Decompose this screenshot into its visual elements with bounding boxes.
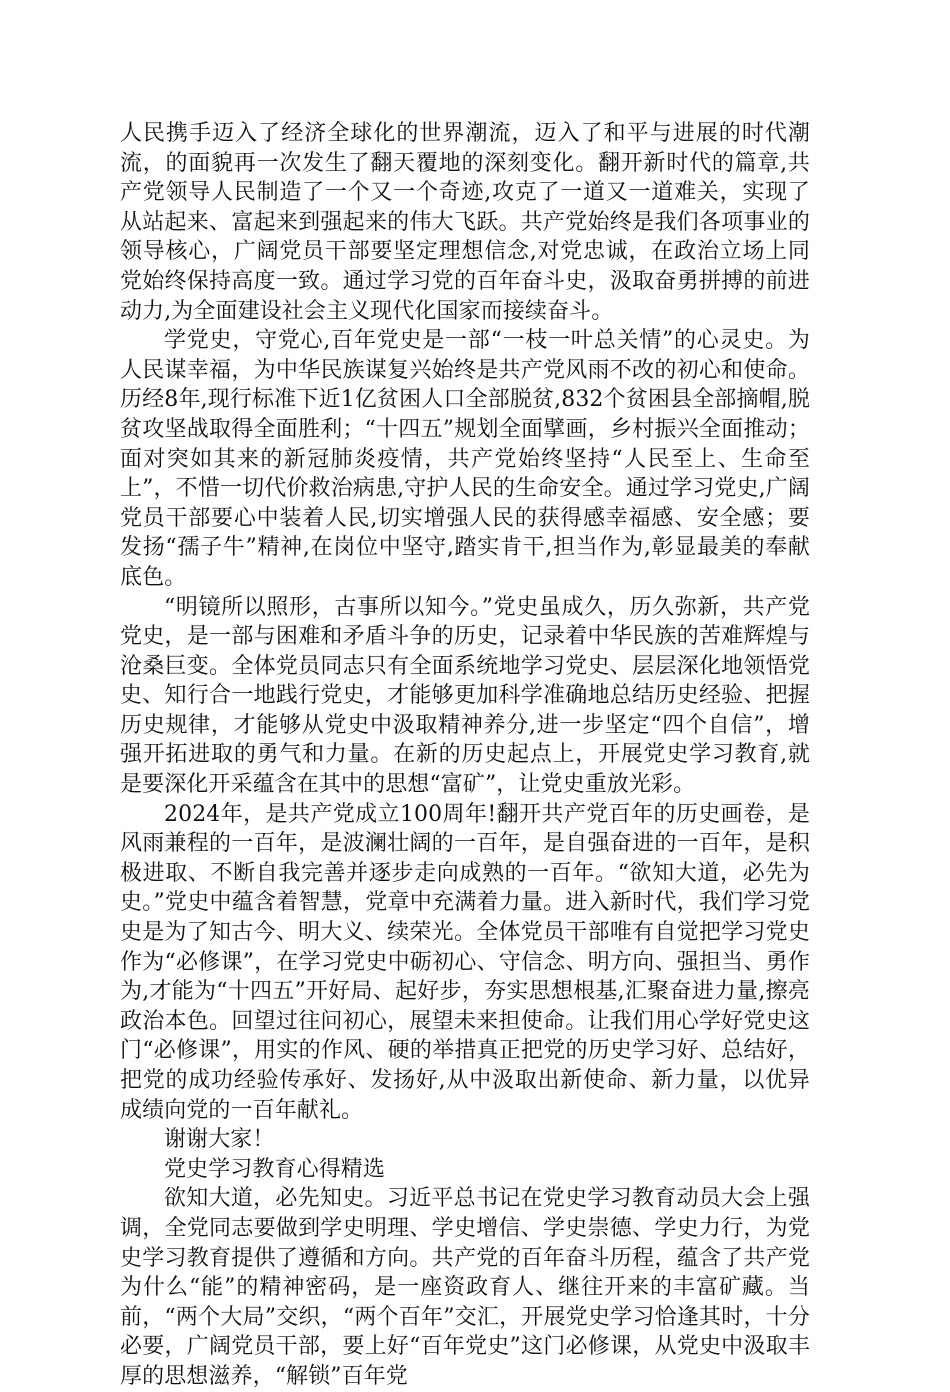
paragraph-5: 欲知大道，必先知史。习近平总书记在党史学习教育动员大会上强调，全党同志要做到学史明理、学史增信、学史崇德、学史力行，为党史学习教育提供了遵循和方向。共产党的百年奋斗历程，蕴含了共产党为什么“能”的精神密码，是一座资政育人、继往开来的丰富矿藏。当前，“两个大局”交织，“两个百年”交汇，开展党史学习恰逢其时，十分必要，广阔党员干部，要上好“百年党史”这门必修课，从党史中汲取丰厚的思想滋养，“解锁”百年党 xyxy=(120,1186,810,1389)
paragraph-2: 学党史，守党心,百年党史是一部“一枝一叶总关情”的心灵史。为人民谋幸福，为中华民族谋复兴始终是共产党风雨不改的初心和使命。历经8年,现行标准下近1亿贫困人口全部脱贫,832个贫困县全部摘帽,脱贫攻坚战取得全面胜利；“十四五”规划全面擘画，乡村振兴全面推动；面对突如其来的新冠肺炎疫情，共产党始终坚持“人民至上、生命至上”，不惜一切代价救治病患,守护人民的生命安全。通过学习党史,广阔党员干部要心中装着人民,切实增强人民的获得感幸福感、安全感；要发扬“孺子牛”精神,在岗位中坚守,踏实肯干,担当作为,彰显最美的奉献底色。 xyxy=(120,328,810,590)
paragraph-3: “明镜所以照形，古事所以知今。”党史虽成久，历久弥新，共产党党史，是一部与困难和矛盾斗争的历史，记录着中华民族的苦难辉煌与沧桑巨变。全体党员同志只有全面系统地学习党史、层层深化地领悟党史、知行合一地践行党史，才能够更加科学准确地总结历史经验、把握历史规律，才能够从党史中汲取精神养分,进一步坚定“四个自信”，增强开拓进取的勇气和力量。在新的历史起点上，开展党史学习教育,就是要深化开采蕴含在其中的思想“富矿”，让党史重放光彩。 xyxy=(120,594,810,798)
paragraph-1: 人民携手迈入了经济全球化的世界潮流，迈入了和平与进展的时代潮流，的面貌再一次发生了翻天覆地的深刻变化。翻开新时代的篇章,共产党领导人民制造了一个又一个奇迹,攻克了一道又一道难关，实现了从站起来、富起来到强起来的伟大飞跃。共产党始终是我们各项事业的领导核心，广阔党员干部要坚定理想信念,对党忠诚，在政治立场上同党始终保持高度一致。通过学习党的百年奋斗史，汲取奋勇拼搏的前进动力,为全面建设社会主义现代化国家而接续奋斗。 xyxy=(120,121,810,324)
section-heading: 党史学习教育心得精选 xyxy=(164,1156,386,1182)
paragraph-4: 2024年，是共产党成立100周年!翻开共产党百年的历史画卷，是风雨兼程的一百年，是波澜壮阔的一百年，是自强奋进的一百年，是积极进取、不断自我完善并逐步走向成熟的一百年。“欲知大道，必先为史。”党史中蕴含着智慧，党章中充满着力量。进入新时代，我们学习党史是为了知古今、明大义、续荣光。全体党员干部唯有自觉把学习党史作为“必修课”，在学习党史中砺初心、守信念、明方向、强担当、勇作为,才能为“十四五”开好局、起好步，夯实思想根基,汇聚奋进力量,擦亮政治本色。回望过往问初心，展望未来担使命。让我们用心学好党史这门“必修课”，用实的作风、硬的举措真正把党的历史学习好、总结好，把党的成功经验传承好、发扬好,从中汲取出新使命、新力量，以优异成绩向党的一百年献礼。 xyxy=(120,801,810,1123)
closing-thanks: 谢谢大家！ xyxy=(164,1127,275,1153)
